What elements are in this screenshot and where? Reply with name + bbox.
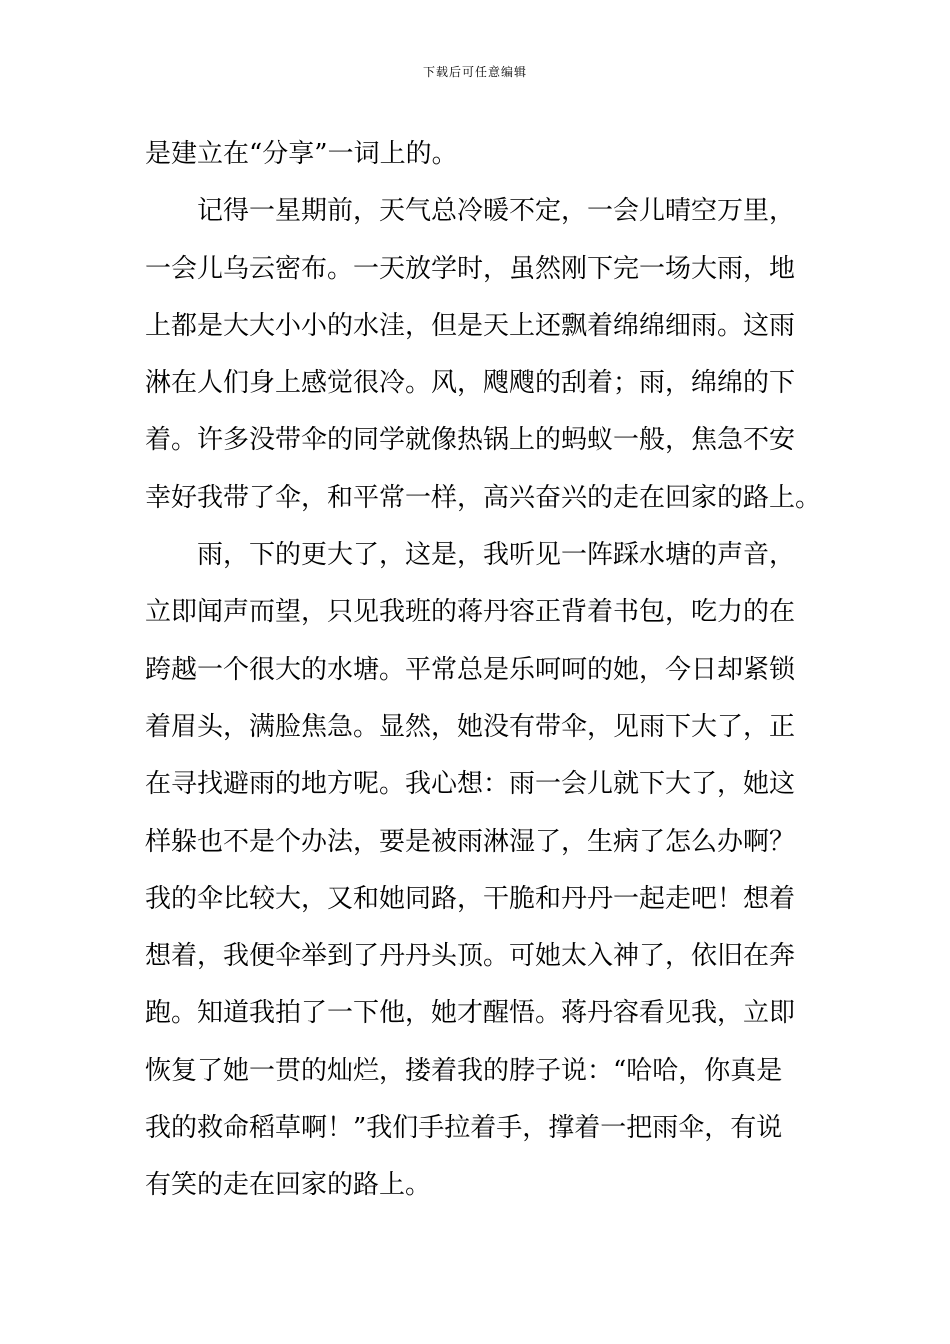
- text-line: 在寻找避雨的地方呢。我心想：雨一会儿就下大了，她这: [145, 769, 796, 800]
- text-line: 淋在人们身上感觉很冷。风，飕飕的刮着；雨，绵绵的下: [145, 368, 796, 399]
- text-line: 上都是大大小小的水洼，但是天上还飘着绵绵细雨。这雨: [145, 310, 796, 341]
- text-line: 立即闻声而望，只见我班的蒋丹容正背着书包，吃力的在: [145, 597, 796, 628]
- text-line: 一会儿乌云密布。一天放学时，虽然刚下完一场大雨，地: [145, 253, 796, 284]
- document-body: [145, 126, 822, 1215]
- text-line: 幸好我带了伞，和平常一样，高兴奋兴的走在回家的路上。: [145, 482, 822, 513]
- text-line: 我的伞比较大，又和她同路，干脆和丹丹一起走吧！想着: [145, 883, 796, 914]
- text-line: 想着，我便伞举到了丹丹头顶。可她太入神了，依旧在奔: [145, 941, 796, 972]
- text-line: 着眉头，满脸焦急。显然，她没有带伞，见雨下大了，正: [145, 711, 796, 742]
- text-line: 跑。知道我拍了一下他，她才醒悟。蒋丹容看见我，立即: [145, 998, 796, 1029]
- text-line: 有笑的走在回家的路上。: [145, 1170, 432, 1201]
- text-line: 我的救命稻草啊！”我们手拉着手，撑着一把雨伞，有说: [145, 1113, 783, 1144]
- text-line: 雨，下的更大了，这是，我听见一阵踩水塘的声音，: [197, 540, 796, 571]
- text-line: 是建立在“分享”一词上的。: [145, 139, 458, 169]
- text-line: 样躲也不是个办法，要是被雨淋湿了，生病了怎么办啊？: [145, 826, 796, 857]
- text-line: 恢复了她一贯的灿烂，搂着我的脖子说：“哈哈，你真是: [145, 1055, 783, 1086]
- page-header: 下载后可任意编辑: [422, 65, 527, 79]
- text-line: 跨越一个很大的水塘。平常总是乐呵呵的她，今日却紧锁: [145, 654, 796, 685]
- text-line: 着。许多没带伞的同学就像热锅上的蚂蚁一般，焦急不安: [145, 425, 796, 456]
- text-line: 记得一星期前，天气总冷暖不定，一会儿晴空万里，: [197, 196, 796, 227]
